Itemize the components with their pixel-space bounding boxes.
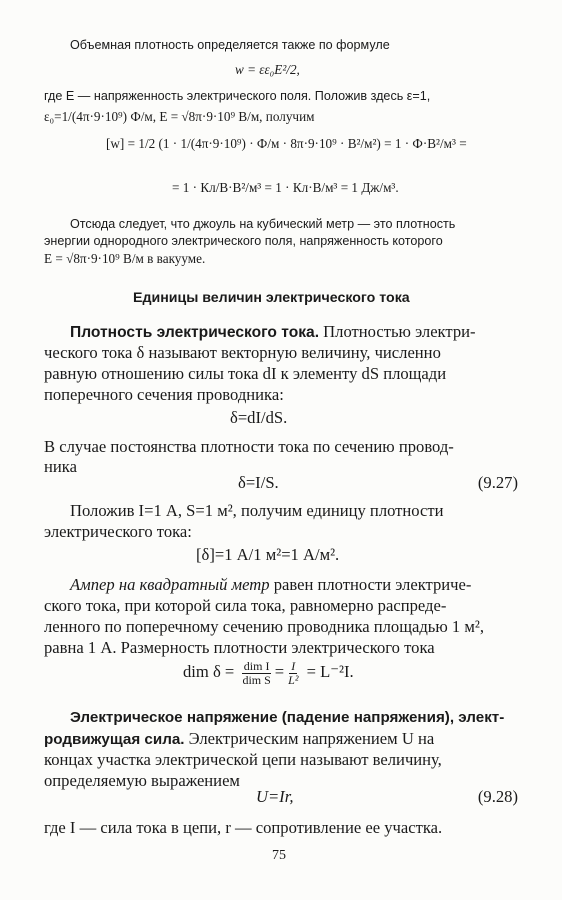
equation-unit-density: [δ]=1 А/1 м²=1 А/м². [196,545,340,564]
fraction-numerator: I [291,659,296,673]
equation-current-density: δ=dI/dS. [230,408,288,427]
text-line: энергии однородного электрического поля, напряженность которого [44,234,443,248]
equation-w-units-cont: = 1 · Кл/В·В²/м³ = 1 · Кл·В/м³ = 1 Дж/м³. [172,180,399,195]
paragraph-line [70,574,471,595]
paragraph-line: ленного по поперечному сечению проводника площадью 1 м², [44,617,484,636]
eq-w-left: [w] = [106,136,136,151]
fraction-denominator: dim S [242,672,271,687]
fraction-denominator: L² [288,672,299,687]
paragraph-line: равную отношению силы тока dI к элементу dS площади [44,364,447,383]
paragraph-line: ского тока, при которой сила тока, равномерно распреде- [44,596,447,615]
paragraph-line [44,728,434,750]
equation-dimension: dim δ = $\frac{\text{dim I}}{\text{dim S}}$ = $\frac{I}{\text{L²}}$ = L⁻²I. [183,659,354,687]
paragraph-line: поперечного сечения проводника: [44,385,284,404]
equation-9-28: U=Ir, [256,787,294,806]
section-heading: Единицы величин электрического тока [133,290,410,306]
fraction [286,660,300,687]
paragraph-line: определяемую выражением [44,771,240,790]
paragraph-text: Плотностью электри- [319,322,476,341]
equation-9-27: δ=I/S. [238,473,279,492]
equation-w-units [106,134,467,153]
eq-w-half: 1/2 [138,136,156,151]
fraction-numerator: dim I [243,659,270,673]
paragraph-title: Электрическое напряжение (падение напряжения), элект- [70,709,505,726]
text-line: Отсюда следует, что джоуль на кубический метр — это плотность [70,217,456,231]
text-line: E = √8π·9·10⁹ В/м в вакууме. [44,251,206,266]
paragraph-title: родвижущая сила. [44,731,185,748]
formula-w: w = εε₀E²/2, [235,62,300,77]
paragraph-line: ческого тока δ называют векторную величину, численно [44,343,441,362]
eq-w-inner: (1 · 1/(4π·9·10⁹) · Ф/м · 8π·9·10⁹ · В²/м²) = 1 · Ф·В²/м³ = [158,136,467,151]
paragraph-line [70,321,476,343]
eq-dim-left: dim δ = [183,662,235,682]
paragraph-line: В случае постоянства плотности тока по сечению провод- [44,437,454,456]
paragraph-line: равна 1 А. Размерность плотности электрического тока [44,638,435,657]
text-line: где E — напряженность электрического поля. Положив здесь ε=1, [44,89,431,103]
paragraph-line: где I — сила тока в цепи, r — сопротивление ее участка. [44,818,443,837]
text-line: ε₀=1/(4π·9·10⁹) Ф/м, E = √8π·9·10⁹ В/м, получим [44,109,315,124]
eq-dim-tail: = L⁻²I. [306,662,354,682]
paragraph-title: Плотность электрического тока. [70,324,320,341]
paragraph-line: электрического тока: [44,522,192,541]
equation-number: (9.27) [477,473,518,492]
equation-number: (9.28) [477,787,518,806]
paragraph-line: концах участка электрической цепи называют величину, [44,750,442,769]
text-line: Объемная плотность определяется также по формуле [70,38,390,52]
fraction [240,660,272,687]
page-number: 75 [272,848,286,863]
paragraph-line: ника [44,457,77,476]
paragraph-line: Положив I=1 А, S=1 м², получим единицу плотности [70,501,444,520]
paragraph-text: равен плотности электриче- [269,575,472,594]
paragraph-text: Электрическим напряжением U на [184,729,435,748]
term-italic: Ампер на квадратный метр [70,575,270,594]
